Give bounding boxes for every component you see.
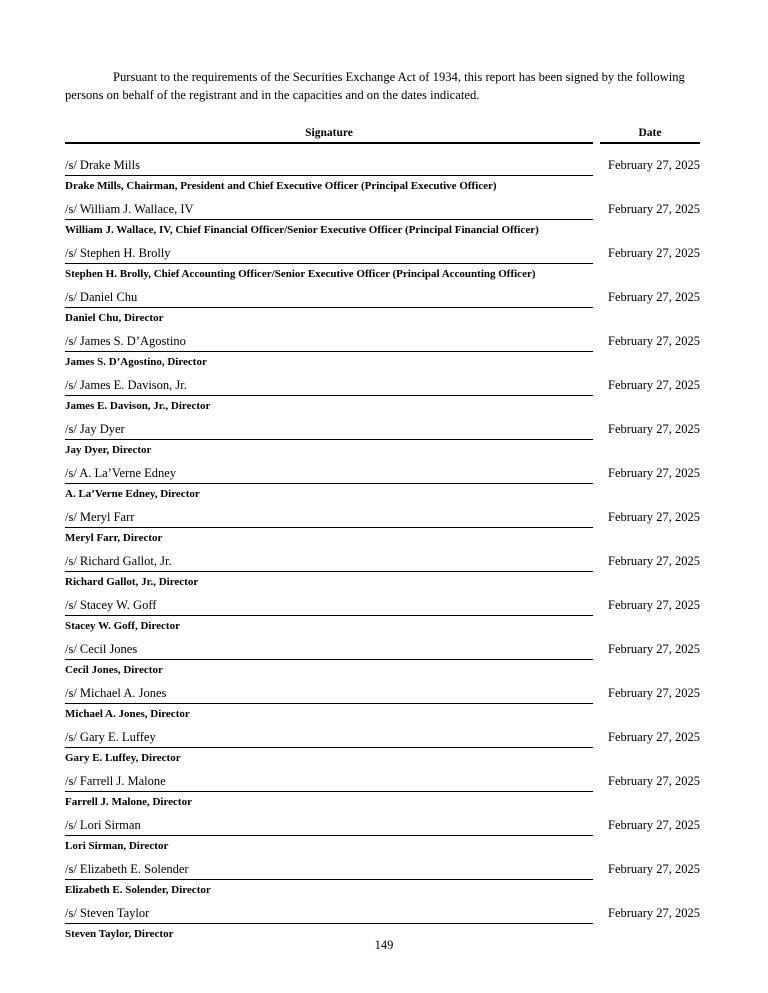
table-row xyxy=(65,510,700,544)
signature-cell xyxy=(65,378,593,412)
signer-title: Meryl Farr, Director xyxy=(65,532,163,544)
signer-title: Jay Dyer, Director xyxy=(65,444,152,456)
signature-date: February 27, 2025 xyxy=(608,158,700,172)
table-row xyxy=(65,730,700,764)
signature-cell xyxy=(65,510,593,544)
table-row xyxy=(65,598,700,632)
signature-date: February 27, 2025 xyxy=(608,686,700,700)
signature-text: /s/ Daniel Chu xyxy=(65,290,593,308)
signature-text: /s/ Cecil Jones xyxy=(65,642,593,660)
page-number: 149 xyxy=(374,938,394,952)
table-row xyxy=(65,554,700,588)
signature-cell xyxy=(65,774,593,808)
signature-text: /s/ William J. Wallace, IV xyxy=(65,202,593,220)
signature-text: /s/ Stephen H. Brolly xyxy=(65,246,593,264)
signature-cell xyxy=(65,642,593,676)
column-gap xyxy=(593,127,600,144)
table-row xyxy=(65,158,700,192)
signer-title: William J. Wallace, IV, Chief Financial Officer/Senior Executive Officer (Principal Financial Officer) xyxy=(65,224,539,236)
signer-title: Farrell J. Malone, Director xyxy=(65,796,192,808)
signer-title: Stacey W. Goff, Director xyxy=(65,620,180,632)
signature-date: February 27, 2025 xyxy=(608,642,700,656)
signature-cell xyxy=(65,862,593,896)
signature-cell xyxy=(65,730,593,764)
table-row xyxy=(65,686,700,720)
signer-title: James E. Davison, Jr., Director xyxy=(65,400,211,412)
column-header-signature: Signature xyxy=(65,127,593,144)
signature-cell xyxy=(65,598,593,632)
signature-cell xyxy=(65,334,593,368)
signature-text: /s/ Richard Gallot, Jr. xyxy=(65,554,593,572)
signature-date: February 27, 2025 xyxy=(608,510,700,524)
intro-paragraph: Pursuant to the requirements of the Securities Exchange Act of 1934, this report has been signed by the following persons on behalf of the registrant and in the capacities and on the dates indicated. xyxy=(65,70,685,102)
signature-date: February 27, 2025 xyxy=(608,290,700,304)
signer-title: Lori Sirman, Director xyxy=(65,840,169,852)
signer-title: Gary E. Luffey, Director xyxy=(65,752,181,764)
signature-date: February 27, 2025 xyxy=(608,730,700,744)
signer-title: Richard Gallot, Jr., Director xyxy=(65,576,199,588)
signature-text: /s/ Gary E. Luffey xyxy=(65,730,593,748)
signature-date: February 27, 2025 xyxy=(608,246,700,260)
column-header-date: Date xyxy=(600,127,700,144)
signer-title: Steven Taylor, Director xyxy=(65,928,174,940)
signature-date: February 27, 2025 xyxy=(608,774,700,788)
signature-text: /s/ Meryl Farr xyxy=(65,510,593,528)
signature-date: February 27, 2025 xyxy=(608,202,700,216)
signature-date: February 27, 2025 xyxy=(608,466,700,480)
table-row xyxy=(65,774,700,808)
table-row xyxy=(65,818,700,852)
table-row xyxy=(65,246,700,280)
signature-table-body xyxy=(65,158,700,940)
signature-text: /s/ A. La’Verne Edney xyxy=(65,466,593,484)
signature-text: /s/ Jay Dyer xyxy=(65,422,593,440)
signature-cell xyxy=(65,202,593,236)
signer-title: Michael A. Jones, Director xyxy=(65,708,190,720)
signer-title: Stephen H. Brolly, Chief Accounting Officer/Senior Executive Officer (Principal Accounting Officer) xyxy=(65,268,536,280)
signature-cell xyxy=(65,158,593,192)
table-row xyxy=(65,378,700,412)
signer-title: Cecil Jones, Director xyxy=(65,664,163,676)
signature-cell xyxy=(65,246,593,280)
signature-cell xyxy=(65,906,593,940)
signature-cell xyxy=(65,554,593,588)
signature-date: February 27, 2025 xyxy=(608,422,700,436)
table-row xyxy=(65,290,700,324)
signature-cell xyxy=(65,422,593,456)
signature-text: /s/ Elizabeth E. Solender xyxy=(65,862,593,880)
signature-date: February 27, 2025 xyxy=(608,334,700,348)
signature-text: /s/ Stacey W. Goff xyxy=(65,598,593,616)
signer-title: Daniel Chu, Director xyxy=(65,312,164,324)
signer-title: Drake Mills, Chairman, President and Chief Executive Officer (Principal Executive Officer) xyxy=(65,180,497,192)
signature-text: /s/ James S. D’Agostino xyxy=(65,334,593,352)
signature-date: February 27, 2025 xyxy=(608,554,700,568)
signature-text: /s/ Lori Sirman xyxy=(65,818,593,836)
signature-date: February 27, 2025 xyxy=(608,378,700,392)
signature-text: /s/ Farrell J. Malone xyxy=(65,774,593,792)
table-row xyxy=(65,466,700,500)
table-row xyxy=(65,334,700,368)
signature-date: February 27, 2025 xyxy=(608,598,700,612)
table-row xyxy=(65,862,700,896)
signature-text: /s/ Michael A. Jones xyxy=(65,686,593,704)
signer-title: James S. D’Agostino, Director xyxy=(65,356,207,368)
signature-cell xyxy=(65,466,593,500)
signature-date: February 27, 2025 xyxy=(608,862,700,876)
signature-cell xyxy=(65,818,593,852)
signature-text: /s/ Steven Taylor xyxy=(65,906,593,924)
signature-date: February 27, 2025 xyxy=(608,818,700,832)
signature-cell xyxy=(65,290,593,324)
signature-text: /s/ James E. Davison, Jr. xyxy=(65,378,593,396)
table-row xyxy=(65,202,700,236)
signature-date: February 27, 2025 xyxy=(608,906,700,920)
signature-text: /s/ Drake Mills xyxy=(65,158,593,176)
signature-table-header xyxy=(65,127,700,144)
signer-title: Elizabeth E. Solender, Director xyxy=(65,884,211,896)
signer-title: A. La’Verne Edney, Director xyxy=(65,488,200,500)
table-row xyxy=(65,642,700,676)
table-row xyxy=(65,906,700,940)
signature-cell xyxy=(65,686,593,720)
table-row xyxy=(65,422,700,456)
